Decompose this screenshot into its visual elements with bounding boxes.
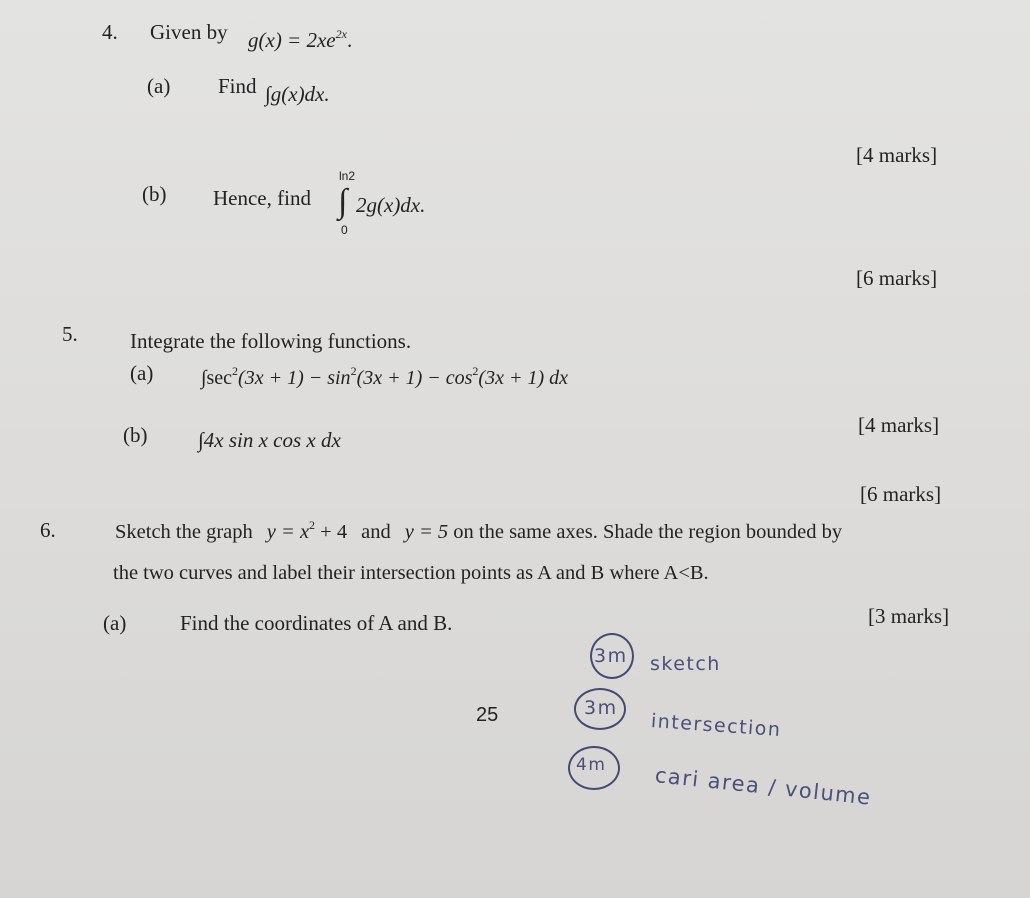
q5-number: 5. bbox=[62, 322, 78, 346]
q4-intro: Given by bbox=[150, 20, 228, 44]
q6-number: 6. bbox=[40, 518, 56, 542]
q4b-label: (b) bbox=[142, 182, 167, 206]
q4b-marks: [6 marks] bbox=[856, 266, 938, 290]
q4b-integral-sign: ∫ bbox=[338, 183, 348, 220]
q6a-label: (a) bbox=[103, 611, 127, 635]
q5a-marks: [4 marks] bbox=[858, 413, 940, 437]
q4b-upper-limit: ln2 bbox=[339, 169, 356, 183]
q4a-label: (a) bbox=[147, 74, 171, 98]
q4a-text: Find bbox=[218, 74, 257, 98]
annotation-marks-1: 3m bbox=[594, 645, 628, 667]
q5-text: Integrate the following functions. bbox=[130, 329, 412, 353]
q4b-expression: 2g(x)dx. bbox=[356, 193, 426, 217]
q5a-label: (a) bbox=[130, 361, 154, 385]
q6-line2: the two curves and label their intersection points as A and B where A<B. bbox=[113, 562, 709, 584]
q5b-expression: ∫4x sin x cos x dx bbox=[198, 428, 341, 452]
annotation-note-3: cari area / volume bbox=[653, 763, 873, 810]
q4b-lower-limit: 0 bbox=[341, 223, 348, 237]
q6a-text: Find the coordinates of A and B. bbox=[180, 611, 453, 635]
q5a-expression: $\int\sec^2(3x + 1) - \sin^2(3x + 1) - \cos^2(3x + 1)$ dx bbox=[201, 364, 568, 389]
q4b-text: Hence, find bbox=[213, 186, 311, 210]
q4-given-function: $g(x) = 2xe^{2x}$. bbox=[248, 27, 353, 52]
annotation-note-1: sketch bbox=[650, 653, 721, 675]
q4a-expression: ∫g(x)dx. bbox=[265, 82, 330, 106]
annotation-marks-2: 3m bbox=[584, 697, 618, 719]
annotation-marks-3: 4m bbox=[576, 755, 607, 775]
page-number: 25 bbox=[476, 704, 499, 726]
q4a-marks: [4 marks] bbox=[856, 143, 938, 167]
q4-number: 4. bbox=[102, 20, 118, 44]
q5b-marks: [6 marks] bbox=[860, 482, 942, 506]
q5b-label: (b) bbox=[123, 423, 148, 447]
q6a-marks: [3 marks] bbox=[868, 604, 950, 628]
q6-line1: Sketch the graph $y = x^2 + 4$ and y = 5 on the same axes. Shade the region bounded by bbox=[115, 518, 843, 543]
annotation-note-2: intersection bbox=[650, 710, 783, 742]
